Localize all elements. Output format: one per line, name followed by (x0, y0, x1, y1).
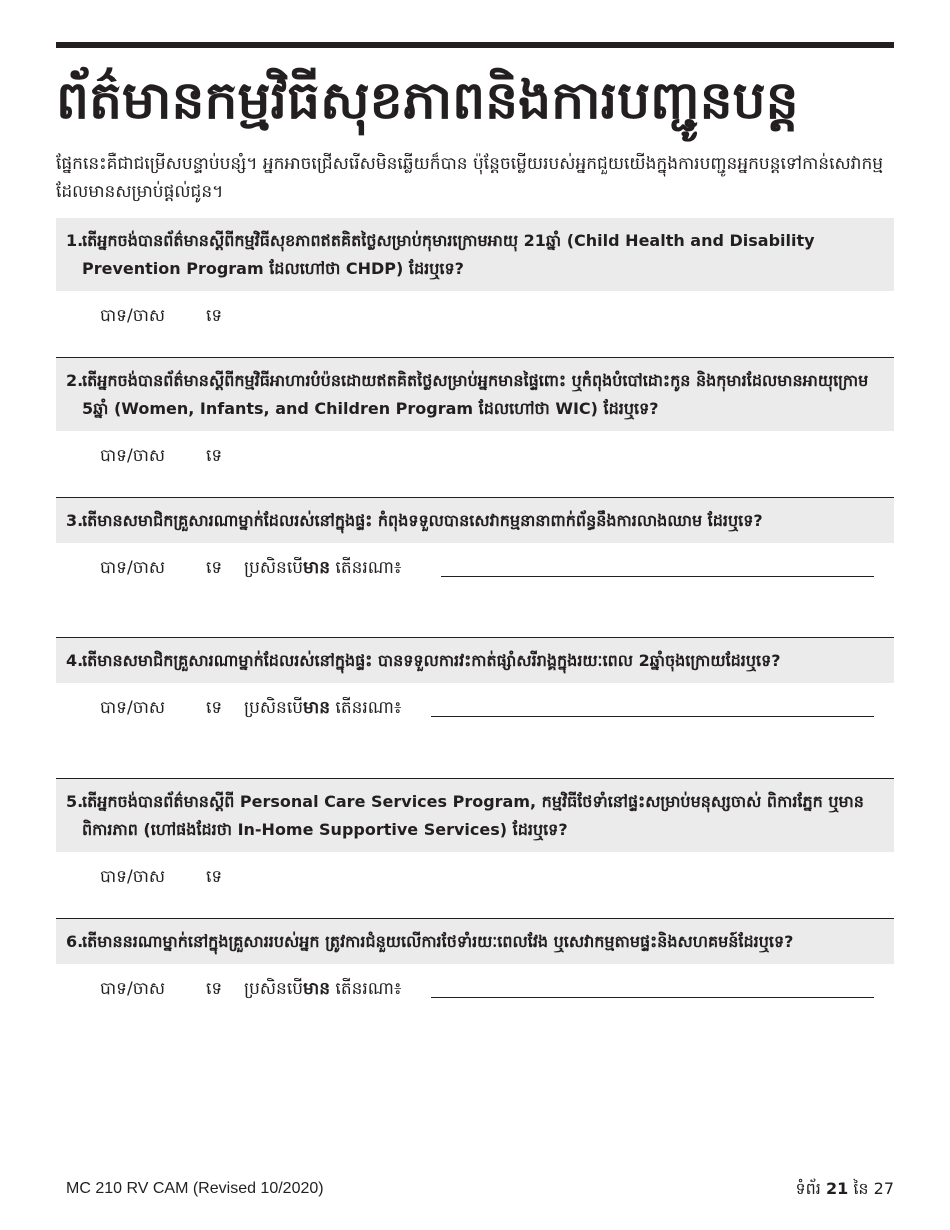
yes-option[interactable]: បាទ/ចាស (100, 558, 166, 578)
question-band (56, 357, 894, 431)
question-number: 1. (66, 231, 84, 250)
question-text: តើមានសមាជិកគ្រួសារណាម្នាក់ដែលរស់នៅក្នុងផ្ទះ កំពុងទទួលបានសេវាកម្មនានាពាក់ព័ន្ធនឹងការលាងឈាម ដែរឬទេ? (82, 511, 763, 530)
who-answer-line[interactable] (431, 716, 874, 717)
question-4 (56, 637, 894, 739)
if-yes-bold: មាន (303, 979, 331, 999)
form-id: MC 210 RV CAM (Revised 10/2020) (66, 1180, 324, 1197)
page-total: 27 (873, 1179, 894, 1198)
if-yes-label (244, 557, 401, 582)
no-option[interactable]: ទេ (206, 979, 223, 999)
who-answer-line[interactable] (431, 997, 874, 998)
answer-row (56, 964, 894, 1020)
question-band (56, 218, 894, 291)
question-1 (56, 218, 894, 347)
answer-row (56, 683, 894, 739)
question-band (56, 778, 894, 852)
question-text: តើអ្នកចង់បានព័ត៌មានស្ដីពីកម្មវិធីអាហារបំប៉នដោយឥតគិតថ្លៃសម្រាប់អ្នកមានផ្ទៃពោះ ឬកំពុងបំបៅដោះកូន និងកុមារដែលមានអាយុក្រោម 5ឆ្នាំ (Women, Infants, and Children Program ដែលហៅថា WIC) ដែរឬទេ? (82, 371, 869, 418)
who-answer-line[interactable] (441, 576, 874, 577)
yes-option[interactable]: បាទ/ចាស (100, 979, 166, 999)
yes-option[interactable]: បាទ/ចាស (100, 698, 166, 718)
question-5 (56, 778, 894, 908)
if-yes-suffix: តើនរណា៖ (330, 558, 402, 578)
question-text: តើមានសមាជិកគ្រួសារណាម្នាក់ដែលរស់នៅក្នុងផ្ទះ បានទទួលការវះកាត់ផ្សាំសរីរាង្គក្នុងរយៈពេល 2ឆ្នាំចុងក្រោយដែរឬទេ? (82, 651, 781, 670)
answer-row (56, 543, 894, 599)
answer-row (56, 431, 894, 487)
question-band (56, 497, 894, 543)
if-yes-prefix: ប្រសិនបើ (244, 558, 304, 578)
page-middle: នៃ (848, 1179, 874, 1198)
top-rule (56, 42, 894, 48)
question-text: តើអ្នកចង់បានព័ត៌មានស្ដីពី Personal Care Services Program, កម្មវិធីថែទាំនៅផ្ទះសម្រាប់មនុស្សចាស់ ពិការភ្នែក ឬមានពិការភាព (ហៅផងដែរថា In-Home Supportive Services) ដែរឬទេ? (82, 792, 864, 839)
page-indicator (795, 1178, 894, 1202)
question-number: 3. (66, 511, 84, 530)
intro-text: ផ្នែកនេះគឺជាជម្រើសបន្ទាប់បន្សំ។ អ្នកអាចជ្រើសរើសមិនឆ្លើយក៏បាន ប៉ុន្តែចម្លើយរបស់អ្នកជួយយើងក្នុងការបញ្ជូនអ្នកបន្តទៅកាន់សេវាកម្មដែលមានសម្រាប់ផ្តល់ជូន។ (56, 154, 884, 202)
answer-row (56, 852, 894, 908)
if-yes-label (244, 697, 401, 722)
question-number: 6. (66, 932, 84, 951)
no-option[interactable]: ទេ (206, 558, 223, 578)
if-yes-suffix: តើនរណា៖ (330, 698, 402, 718)
yes-option[interactable]: បាទ/ចាស (100, 867, 166, 887)
if-yes-prefix: ប្រសិនបើ (244, 698, 304, 718)
question-6 (56, 918, 894, 1020)
question-band (56, 637, 894, 683)
no-option[interactable]: ទេ (206, 306, 223, 326)
yes-option[interactable]: បាទ/ចាស (100, 446, 166, 466)
question-2 (56, 357, 894, 487)
no-option[interactable]: ទេ (206, 867, 223, 887)
question-number: 5. (66, 792, 84, 811)
question-number: 4. (66, 651, 84, 670)
question-text: តើមាននរណាម្នាក់នៅក្នុងគ្រួសាររបស់អ្នក ត្រូវការជំនួយលើការថែទាំរយៈពេលវែង ឬសេវាកម្មតាមផ្ទះនិងសហគមន៍ដែរឬទេ? (82, 932, 794, 951)
no-option[interactable]: ទេ (206, 446, 223, 466)
no-option[interactable]: ទេ (206, 698, 223, 718)
if-yes-suffix: តើនរណា៖ (330, 979, 402, 999)
question-text: តើអ្នកចង់បានព័ត៌មានស្ដីពីកម្មវិធីសុខភាពឥតគិតថ្លៃសម្រាប់កុមារក្រោមអាយុ 21ឆ្នាំ (Child Health and Disability Prevention Program ដែលហៅថា CHDP) ដែរឬទេ? (82, 231, 815, 278)
answer-row (56, 291, 894, 347)
if-yes-bold: មាន (303, 558, 331, 578)
if-yes-prefix: ប្រសិនបើ (244, 979, 304, 999)
question-3 (56, 497, 894, 599)
if-yes-label (244, 978, 401, 1003)
page-current: 21 (825, 1179, 849, 1198)
page-prefix: ទំព័រ (795, 1179, 826, 1198)
question-band (56, 918, 894, 964)
if-yes-bold: មាន (303, 698, 331, 718)
question-number: 2. (66, 371, 84, 390)
page-title: ព័ត៌មានកម្មវិធីសុខភាពនិងការបញ្ជូនបន្ត (56, 71, 799, 131)
yes-option[interactable]: បាទ/ចាស (100, 306, 166, 326)
